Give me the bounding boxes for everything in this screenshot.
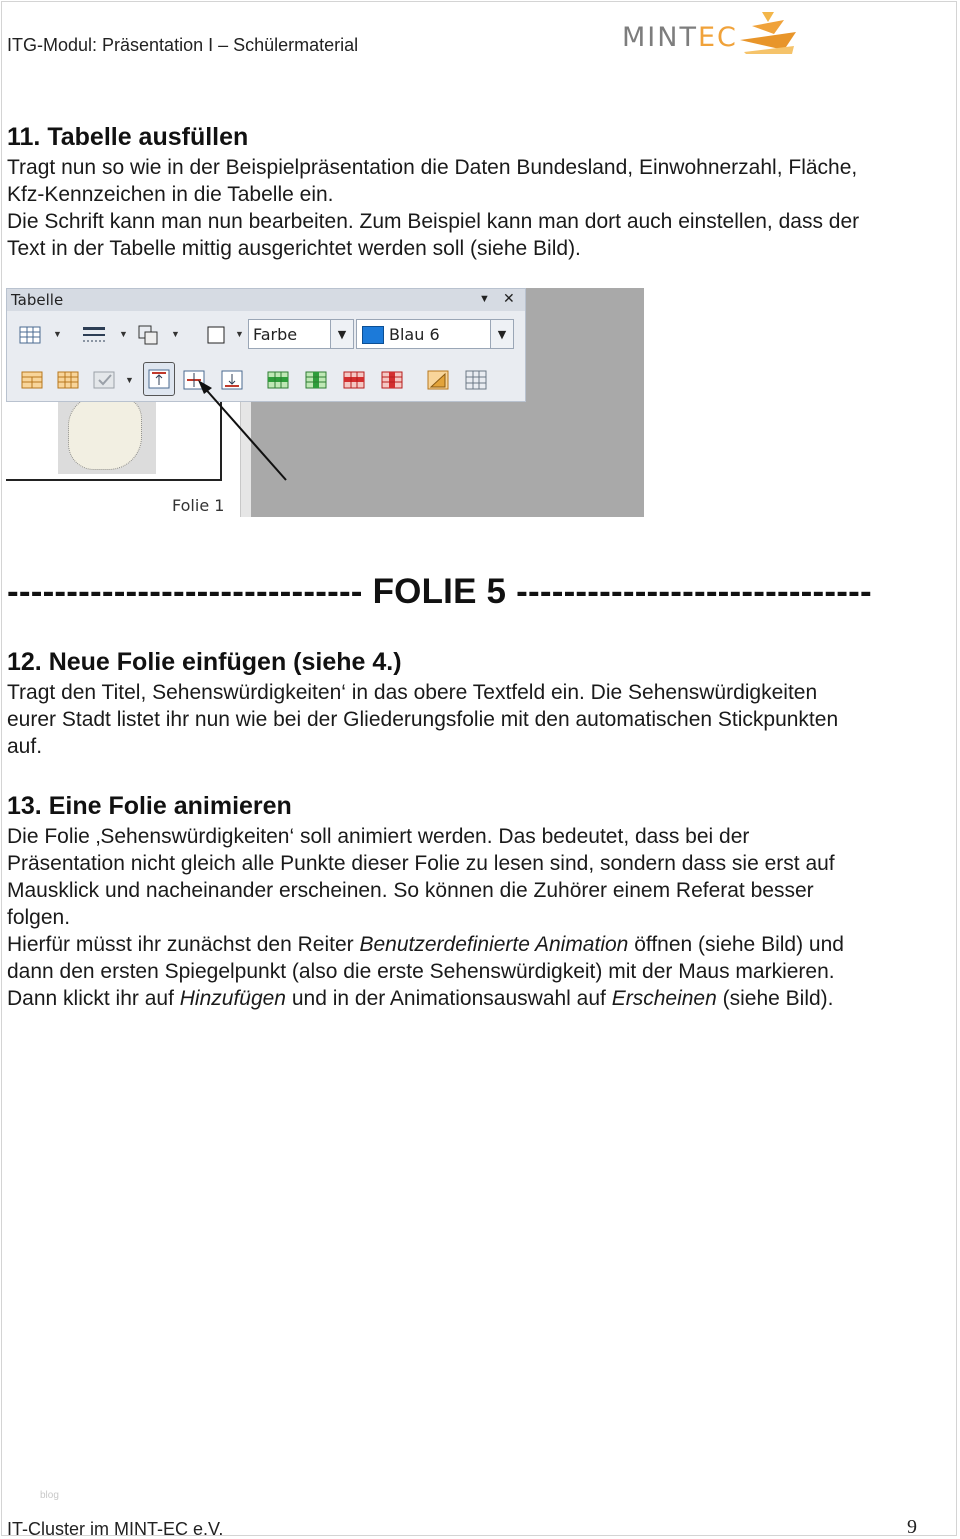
page-number: 9	[907, 1516, 917, 1536]
table-dropdown-icon[interactable]: ▼	[53, 329, 62, 339]
logo-text	[622, 22, 738, 53]
section-11-line-3: Die Schrift kann man nun bearbeiten. Zum Beispiel kann man dort auch einstellen, dass der	[7, 210, 860, 233]
folie-divider: ------------------------------ FOLIE 5 ------------------------------	[7, 572, 872, 611]
logo-text-main: MINT	[622, 22, 698, 53]
section-13-line-7	[7, 985, 957, 1012]
section-12-line-3: auf.	[7, 735, 43, 758]
section-13-line-4: folgen.	[7, 906, 71, 929]
line-7-part-b: und in der Animationsauswahl auf	[286, 987, 612, 1010]
border-box-dropdown-icon[interactable]: ▼	[235, 329, 244, 339]
section-11-line-4: Text in der Tabelle mittig ausgerichtet werden soll (siehe Bild).	[7, 237, 581, 260]
section-13-line-3: Mausklick und nacheinander erscheinen. So können die Zuhörer einem Referat besser	[7, 879, 814, 902]
logo-text-accent: EC	[697, 22, 738, 53]
button-name-add: Hinzufügen	[179, 987, 286, 1010]
logo-pyramid-icon	[734, 10, 800, 54]
document-page	[1, 1, 957, 1536]
section-12-line-2: eurer Stadt listet ihr nun wie bei der Gliederungsfolie mit den automatischen Stickpunkten	[7, 708, 839, 731]
section-13-line-2: Präsentation nicht gleich alle Punkte dieser Folie zu lesen sind, sondern dass sie erst auf	[7, 852, 835, 875]
section-13-heading: 13. Eine Folie animieren	[7, 792, 292, 820]
optimize-dropdown-icon[interactable]: ▼	[125, 375, 134, 385]
section-12-line-1: Tragt den Titel, Sehenswürdigkeiten‘ in das obere Textfeld ein. Die Sehenswürdigkeiten	[7, 681, 818, 704]
line-5-part-b: öffnen (siehe Bild) und	[628, 933, 844, 956]
section-11-line-2: Kfz-Kennzeichen in die Tabelle ein.	[7, 183, 334, 206]
header-title: ITG-Modul: Präsentation I – Schülermaterial	[7, 35, 359, 55]
chevron-down-icon[interactable]: ▼	[330, 320, 353, 348]
toolbar-title: Tabelle	[11, 291, 64, 309]
effect-name-appear: Erscheinen	[611, 987, 717, 1010]
section-13-line-5	[7, 931, 957, 958]
border-color-dropdown-icon[interactable]: ▼	[171, 329, 180, 339]
line-5-part-a: Hierfür müsst ihr zunächst den Reiter	[7, 933, 360, 956]
section-13-line-1: Die Folie ‚Sehenswürdigkeiten‘ soll animiert werden. Das bedeutet, dass bei der	[7, 825, 750, 848]
close-icon[interactable]: ✕	[503, 290, 515, 306]
slide-label: Folie 1	[172, 496, 225, 515]
fill-type-value: Farbe	[253, 325, 298, 344]
line-7-part-c: (siehe Bild).	[716, 987, 834, 1010]
watermark: blog	[40, 1490, 59, 1501]
section-13-line-6: dann den ersten Spiegelpunkt (also die erste Sehenswürdigkeit) mit der Maus markieren.	[7, 960, 835, 983]
section-11-line-1: Tragt nun so wie in der Beispielpräsentation die Daten Bundesland, Einwohnerzahl, Fläche,	[7, 156, 858, 179]
section-11-heading: 11. Tabelle ausfüllen	[7, 123, 249, 151]
footer-organization: IT-Cluster im MINT-EC e.V.	[7, 1519, 224, 1536]
toolbar-menu-icon[interactable]: ▼	[479, 293, 490, 305]
chevron-down-icon[interactable]: ▼	[490, 320, 513, 348]
mintec-logo	[622, 10, 802, 58]
section-12-heading: 12. Neue Folie einfügen (siehe 4.)	[7, 648, 402, 676]
line-7-part-a: Dann klickt ihr auf	[7, 987, 180, 1010]
border-style-dropdown-icon[interactable]: ▼	[119, 329, 128, 339]
fill-color-value: Blau 6	[389, 325, 440, 344]
tab-name-custom-animation: Benutzerdefinierte Animation	[359, 933, 629, 956]
toolbar-screenshot	[6, 288, 644, 517]
pointer-arrow-icon	[6, 288, 644, 517]
